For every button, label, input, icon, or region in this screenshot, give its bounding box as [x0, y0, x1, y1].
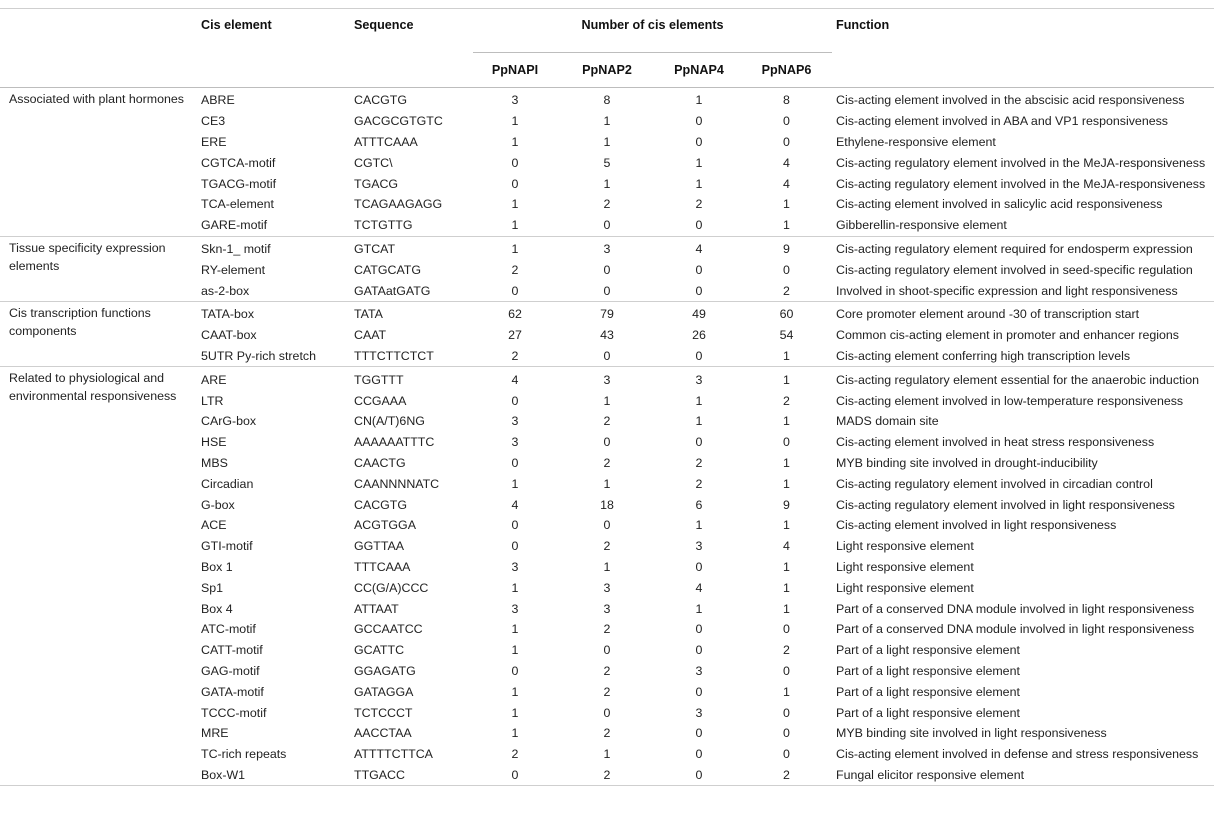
count-cell: 1	[511, 114, 519, 129]
count-cell: 0	[783, 747, 790, 762]
count-cell: 0	[695, 435, 703, 450]
function-cell: Common cis-acting element in promoter and enhancer regions	[836, 328, 1179, 343]
count-cell: 2	[695, 455, 703, 470]
sequence-cell: GATAatGATG	[350, 280, 473, 301]
count-cell: 9	[783, 497, 790, 512]
element-cell: GAG-motif	[201, 663, 260, 678]
count-cell: 0	[695, 684, 703, 699]
sequence-cell: ATTTTCTTCA	[354, 747, 433, 762]
count-cell: 0	[657, 280, 741, 301]
function-cell: Cis-acting element involved in ABA and VP1 responsiveness	[836, 114, 1168, 129]
count-cell: 0	[603, 262, 611, 277]
sequence-cell: TGGTTT	[354, 372, 404, 387]
header-blank	[195, 53, 350, 88]
sequence-cell: CAACTG	[354, 455, 406, 470]
function-cell: Cis-acting element involved in low-temperature responsiveness	[836, 393, 1184, 408]
count-cell: 2	[511, 747, 519, 762]
count-cell: 0	[511, 155, 519, 170]
function-cell: Core promoter element around -30 of transcription start	[836, 307, 1140, 322]
function-cell: Part of a light responsive element	[836, 663, 1020, 678]
sequence-cell: CACGTG	[354, 497, 408, 512]
count-cell: 1	[695, 414, 703, 429]
count-cell: 0	[695, 134, 703, 149]
count-cell: 1	[603, 176, 611, 191]
function-cell: Gibberellin-responsive element	[832, 215, 1214, 236]
count-cell: 62	[508, 307, 522, 322]
count-cell: 3	[603, 601, 611, 616]
element-cell: ACE	[201, 518, 227, 533]
count-cell: 2	[783, 393, 790, 408]
count-cell: 79	[600, 307, 614, 322]
header-blank	[0, 53, 195, 88]
category-cell: Cis transcription functions components	[0, 301, 195, 366]
count-cell: 0	[657, 346, 741, 367]
count-cell: 3	[511, 93, 519, 108]
function-cell: Cis-acting regulatory element involved in the MeJA-responsiveness	[836, 155, 1206, 170]
sequence-cell: TCTCCCT	[354, 705, 413, 720]
element-cell: MBS	[201, 455, 228, 470]
count-cell: 1	[783, 372, 790, 387]
sequence-cell: TTGACC	[350, 765, 473, 786]
sequence-cell: GATAGGA	[354, 684, 414, 699]
function-cell: Cis-acting regulatory element involved in light responsiveness	[836, 497, 1175, 512]
count-cell: 3	[603, 241, 611, 256]
count-cell: 1	[511, 580, 519, 595]
count-cell: 1	[511, 643, 519, 658]
count-cell: 2	[603, 684, 611, 699]
count-cell: 1	[783, 476, 790, 491]
count-cell: 0	[511, 455, 519, 470]
count-cell: 60	[779, 307, 794, 322]
count-cell: 4	[783, 176, 790, 191]
count-cell: 3	[603, 372, 611, 387]
count-cell: 2	[741, 280, 832, 301]
count-cell: 0	[657, 215, 741, 236]
element-cell: Sp1	[201, 580, 224, 595]
count-cell: 1	[695, 393, 703, 408]
count-cell: 1	[783, 580, 790, 595]
count-cell: 3	[511, 601, 519, 616]
count-cell: 4	[783, 539, 790, 554]
count-cell: 0	[695, 559, 703, 574]
count-cell: 26	[692, 328, 706, 343]
header-blank	[350, 53, 473, 88]
count-cell: 0	[473, 280, 557, 301]
count-cell: 1	[603, 476, 611, 491]
count-cell: 1	[511, 134, 519, 149]
header-sequence: Sequence	[350, 9, 473, 53]
count-cell: 1	[603, 393, 611, 408]
category-cell: Tissue specificity expression elements	[0, 236, 195, 301]
count-cell: 0	[695, 726, 703, 741]
function-cell: Cis-acting regulatory element required for endosperm expression	[836, 241, 1193, 256]
count-cell: 3	[511, 414, 519, 429]
count-cell: 2	[473, 346, 557, 367]
element-cell: CATT-motif	[201, 643, 263, 658]
function-cell: Ethylene-responsive element	[836, 134, 996, 149]
count-cell: 3	[695, 372, 703, 387]
count-cell: 1	[695, 155, 703, 170]
count-cell: 0	[603, 705, 611, 720]
count-cell: 4	[511, 372, 519, 387]
element-cell: ARE	[201, 372, 227, 387]
function-cell: Cis-acting element conferring high transcription levels	[832, 346, 1214, 367]
element-cell: GATA-motif	[201, 684, 264, 699]
count-cell: 0	[511, 663, 519, 678]
table-row	[0, 301, 1214, 324]
count-cell: 0	[695, 262, 703, 277]
element-cell: RY-element	[201, 262, 266, 277]
table-row	[0, 236, 1214, 259]
count-cell: 2	[511, 262, 519, 277]
sequence-cell: AAAAAATTTC	[354, 435, 435, 450]
count-cell: 0	[603, 643, 611, 658]
count-cell: 2	[557, 765, 657, 786]
count-cell: 2	[783, 643, 790, 658]
header-gene: PpNAP4	[657, 53, 741, 88]
function-cell: Part of a conserved DNA module involved in light responsiveness	[836, 622, 1195, 637]
element-cell: MRE	[201, 726, 229, 741]
count-cell: 4	[695, 580, 703, 595]
sequence-cell: ACGTGGA	[354, 518, 416, 533]
count-cell: 1	[511, 622, 519, 637]
element-cell: CAAT-box	[201, 328, 257, 343]
count-cell: 1	[511, 726, 519, 741]
sequence-cell: GGAGATG	[354, 663, 416, 678]
count-cell: 1	[783, 518, 790, 533]
count-cell: 1	[603, 134, 611, 149]
count-cell: 8	[783, 93, 790, 108]
count-cell: 54	[779, 328, 794, 343]
sequence-cell: ATTAAT	[354, 601, 399, 616]
sequence-cell: TTTCTTCTCT	[350, 346, 473, 367]
table-body	[0, 88, 1214, 786]
function-cell: Cis-acting regulatory element essential for the anaerobic induction	[836, 372, 1199, 387]
header-function: Function	[832, 9, 1214, 53]
function-cell: Involved in shoot-specific expression and light responsiveness	[832, 280, 1214, 301]
count-cell: 0	[783, 114, 790, 129]
count-cell: 2	[695, 197, 703, 212]
count-cell: 0	[603, 518, 611, 533]
element-cell: TCA-element	[201, 197, 274, 212]
element-cell: ABRE	[201, 93, 235, 108]
element-cell: Skn-1_ motif	[201, 241, 271, 256]
element-cell: TATA-box	[201, 307, 255, 322]
count-cell: 0	[473, 765, 557, 786]
count-cell: 2	[603, 455, 611, 470]
function-cell: Cis-acting regulatory element involved in seed-specific regulation	[836, 262, 1193, 277]
header-cis-element: Cis element	[195, 9, 350, 53]
count-cell: 0	[783, 663, 790, 678]
function-cell: Part of a light responsive element	[836, 643, 1020, 658]
count-cell: 0	[511, 518, 519, 533]
count-cell: 4	[511, 497, 519, 512]
count-cell: 0	[695, 747, 703, 762]
count-cell: 43	[600, 328, 614, 343]
element-cell: Box 4	[201, 601, 233, 616]
function-cell: MADS domain site	[836, 414, 939, 429]
element-cell: CGTCA-motif	[201, 155, 276, 170]
element-cell: CArG-box	[201, 414, 257, 429]
count-cell: 1	[741, 346, 832, 367]
count-cell: 1	[603, 559, 611, 574]
function-cell: Light responsive element	[836, 580, 974, 595]
sequence-cell: GCATTC	[354, 643, 405, 658]
sequence-cell: CATGCATG	[354, 262, 421, 277]
sequence-cell: CC(G/A)CCC	[354, 580, 429, 595]
category-cell: Associated with plant hormones	[0, 88, 195, 237]
element-cell: TC-rich repeats	[201, 747, 287, 762]
function-cell: Light responsive element	[836, 559, 974, 574]
count-cell: 1	[741, 215, 832, 236]
function-cell: Cis-acting regulatory element involved in circadian control	[836, 476, 1153, 491]
header-blank	[832, 53, 1214, 88]
function-cell: Cis-acting regulatory element involved in the MeJA-responsiveness	[836, 176, 1206, 191]
sequence-cell: CAAT	[354, 328, 387, 343]
sequence-cell: TCTGTTG	[350, 215, 473, 236]
element-cell: GARE-motif	[195, 215, 350, 236]
count-cell: 6	[695, 497, 703, 512]
count-cell: 1	[783, 414, 790, 429]
function-cell: MYB binding site involved in light responsiveness	[836, 726, 1107, 741]
count-cell: 1	[783, 455, 790, 470]
count-cell: 2	[741, 765, 832, 786]
sequence-cell: CAANNNNATC	[354, 476, 440, 491]
element-cell: GTI-motif	[201, 539, 253, 554]
element-cell: CE3	[201, 114, 226, 129]
sequence-cell: TGACG	[354, 176, 399, 191]
element-cell: Circadian	[201, 476, 254, 491]
function-cell: Part of a conserved DNA module involved in light responsiveness	[836, 601, 1195, 616]
count-cell: 8	[603, 93, 611, 108]
count-cell: 0	[783, 705, 790, 720]
element-cell: HSE	[201, 435, 227, 450]
count-cell: 1	[695, 601, 703, 616]
sequence-cell: TATA	[354, 307, 383, 322]
count-cell: 0	[695, 643, 703, 658]
function-cell: Cis-acting element involved in light responsiveness	[836, 518, 1117, 533]
element-cell: Box 1	[201, 559, 233, 574]
count-cell: 1	[511, 684, 519, 699]
category-cell: Related to physiological and environmental responsiveness	[0, 367, 195, 786]
function-cell: Cis-acting element involved in heat stress responsiveness	[836, 435, 1155, 450]
count-cell: 49	[692, 307, 706, 322]
count-cell: 2	[695, 476, 703, 491]
count-cell: 0	[511, 393, 519, 408]
header-gene: PpNAPI	[473, 53, 557, 88]
cis-elements-table	[0, 8, 1214, 786]
table-row	[0, 88, 1214, 111]
sequence-cell: GCCAATCC	[354, 622, 423, 637]
function-cell: MYB binding site involved in drought-inducibility	[836, 455, 1098, 470]
count-cell: 0	[783, 622, 790, 637]
count-cell: 1	[511, 476, 519, 491]
count-cell: 0	[557, 215, 657, 236]
count-cell: 1	[511, 705, 519, 720]
count-cell: 1	[783, 684, 790, 699]
sequence-cell: AACCTAA	[354, 726, 412, 741]
count-cell: 1	[511, 241, 519, 256]
count-cell: 0	[557, 346, 657, 367]
function-cell: Part of a light responsive element	[836, 684, 1020, 699]
count-cell: 2	[603, 414, 611, 429]
count-cell: 1	[783, 559, 790, 574]
sequence-cell: CGTC\	[354, 155, 393, 170]
function-cell: Cis-acting element involved in the abscisic acid responsiveness	[836, 93, 1185, 108]
count-cell: 1	[473, 215, 557, 236]
count-cell: 3	[511, 559, 519, 574]
element-cell: ERE	[201, 134, 227, 149]
count-cell: 2	[603, 539, 611, 554]
count-cell: 1	[603, 114, 611, 129]
header-gene: PpNAP6	[741, 53, 832, 88]
sequence-cell: TTTCAAA	[354, 559, 411, 574]
count-cell: 0	[695, 114, 703, 129]
count-cell: 2	[603, 663, 611, 678]
count-cell: 3	[511, 435, 519, 450]
element-cell: Box-W1	[195, 765, 350, 786]
count-cell: 0	[783, 134, 790, 149]
header-gene: PpNAP2	[557, 53, 657, 88]
count-cell: 3	[695, 705, 703, 720]
element-cell: ATC-motif	[201, 622, 256, 637]
sequence-cell: GTCAT	[354, 241, 396, 256]
count-cell: 9	[783, 241, 790, 256]
count-cell: 5	[603, 155, 611, 170]
element-cell: 5UTR Py-rich stretch	[195, 346, 350, 367]
count-cell: 0	[783, 726, 790, 741]
sequence-cell: GACGCGTGTC	[354, 114, 443, 129]
count-cell: 1	[783, 197, 790, 212]
count-cell: 1	[695, 93, 703, 108]
count-cell: 3	[603, 580, 611, 595]
count-cell: 27	[508, 328, 522, 343]
sequence-cell: CACGTG	[354, 93, 408, 108]
sequence-cell: TCAGAAGAGG	[354, 197, 443, 212]
count-cell: 3	[695, 539, 703, 554]
count-cell: 3	[695, 663, 703, 678]
count-cell: 0	[783, 262, 790, 277]
count-cell: 0	[557, 280, 657, 301]
element-cell: as-2-box	[195, 280, 350, 301]
count-cell: 2	[603, 622, 611, 637]
count-cell: 1	[603, 747, 611, 762]
sequence-cell: GGTTAA	[354, 539, 405, 554]
count-cell: 0	[695, 622, 703, 637]
count-cell: 1	[695, 176, 703, 191]
count-cell: 0	[511, 539, 519, 554]
sequence-cell: CN(A/T)6NG	[354, 414, 425, 429]
element-cell: TGACG-motif	[201, 176, 277, 191]
sequence-cell: ATTTCAAA	[354, 134, 418, 149]
header-category-blank	[0, 9, 195, 53]
function-cell: Part of a light responsive element	[836, 705, 1020, 720]
sequence-cell: CCGAAA	[354, 393, 407, 408]
count-cell: 1	[783, 601, 790, 616]
count-cell: 0	[603, 435, 611, 450]
function-cell: Light responsive element	[836, 539, 974, 554]
count-cell: 2	[603, 197, 611, 212]
function-cell: Cis-acting element involved in defense and stress responsiveness	[836, 747, 1199, 762]
header-number-of-cis-elements: Number of cis elements	[473, 9, 832, 53]
element-cell: TCCC-motif	[201, 705, 267, 720]
element-cell: LTR	[201, 393, 224, 408]
count-cell: 18	[600, 497, 614, 512]
count-cell: 1	[695, 518, 703, 533]
count-cell: 1	[511, 197, 519, 212]
count-cell: 0	[783, 435, 790, 450]
element-cell: G-box	[201, 497, 235, 512]
count-cell: 0	[511, 176, 519, 191]
count-cell: 4	[695, 241, 703, 256]
count-cell: 4	[783, 155, 790, 170]
count-cell: 2	[603, 726, 611, 741]
table-header	[0, 9, 1214, 88]
count-cell: 0	[657, 765, 741, 786]
function-cell: Fungal elicitor responsive element	[832, 765, 1214, 786]
function-cell: Cis-acting element involved in salicylic acid responsiveness	[836, 197, 1163, 212]
table-row	[0, 367, 1214, 390]
